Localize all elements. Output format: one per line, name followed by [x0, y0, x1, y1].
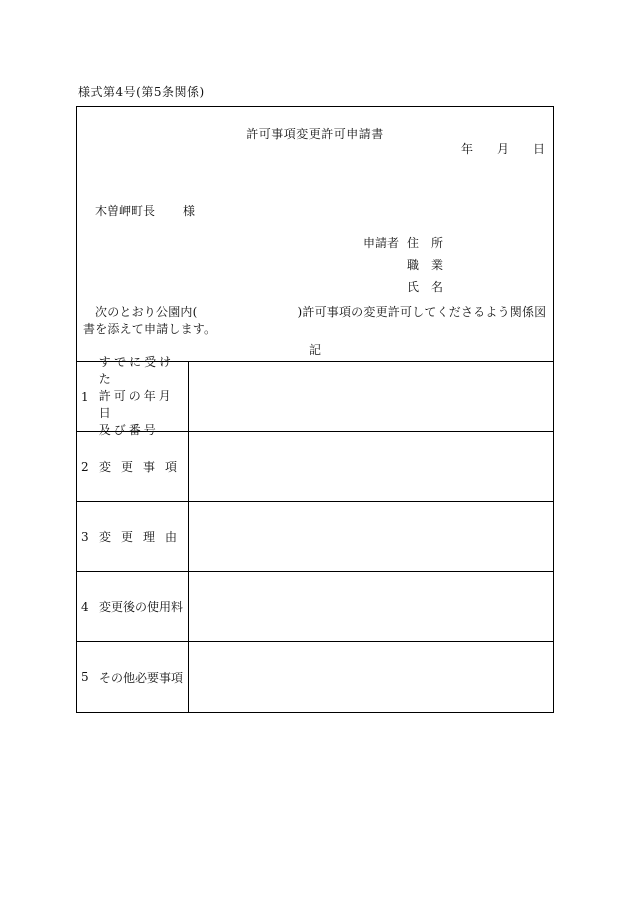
input-cell[interactable]: [189, 572, 553, 641]
row-label-line: 許可の年月日: [98, 389, 174, 420]
address-label: 住 所: [407, 236, 444, 250]
occupation-label: 職 業: [407, 258, 444, 272]
statement-part1: 次のとおり公園内(: [95, 305, 198, 319]
table-row: [77, 642, 553, 712]
row-header: [77, 355, 189, 437]
name-label: 氏 名: [407, 280, 444, 294]
input-cell[interactable]: [189, 502, 553, 571]
table-row: [77, 502, 553, 572]
details-table: [77, 355, 553, 712]
form-title: 許可事項変更許可申請書: [246, 127, 384, 141]
row-number: 1: [81, 389, 89, 404]
row-header: [77, 502, 189, 571]
row-header: [77, 572, 189, 641]
input-cell[interactable]: [189, 432, 553, 501]
table-row: [77, 432, 553, 502]
row-label-line: すでに受けた: [98, 355, 175, 386]
row-number: 2: [81, 459, 89, 474]
applicant-label: 申請者: [363, 236, 400, 250]
row-number: 4: [81, 599, 89, 614]
table-row: [77, 572, 553, 642]
row-label: 変更理由: [99, 530, 188, 544]
input-cell[interactable]: [189, 642, 553, 712]
form-number: 様式第4号(第5条関係): [78, 85, 205, 99]
date-day-label: 日: [532, 142, 545, 156]
row-label-line: 及び番号: [98, 423, 159, 437]
statement-part2: )許可事項の変更許可してくださるよう関係図書を添えて申請します。: [83, 305, 547, 336]
row-header: [77, 432, 189, 501]
date-year-label: 年: [460, 142, 473, 156]
recipient: [95, 202, 195, 219]
recipient-name: 木曽岬町長: [95, 204, 156, 218]
date-month-label: 月: [496, 142, 509, 156]
ki-heading: 記: [308, 343, 321, 357]
application-form: [76, 106, 554, 713]
applicant-block: [363, 232, 443, 298]
row-label: 変更事項: [99, 460, 188, 474]
row-number: 3: [81, 529, 89, 544]
date-field: [461, 140, 545, 157]
row-header: [77, 642, 189, 712]
recipient-honorific: 様: [183, 204, 196, 218]
application-statement: [83, 304, 547, 338]
row-label: その他必要事項: [99, 670, 184, 685]
input-cell[interactable]: [189, 362, 553, 431]
table-row: [77, 355, 553, 437]
row-label: 変更後の使用料: [99, 600, 184, 614]
row-number: 5: [81, 670, 89, 684]
